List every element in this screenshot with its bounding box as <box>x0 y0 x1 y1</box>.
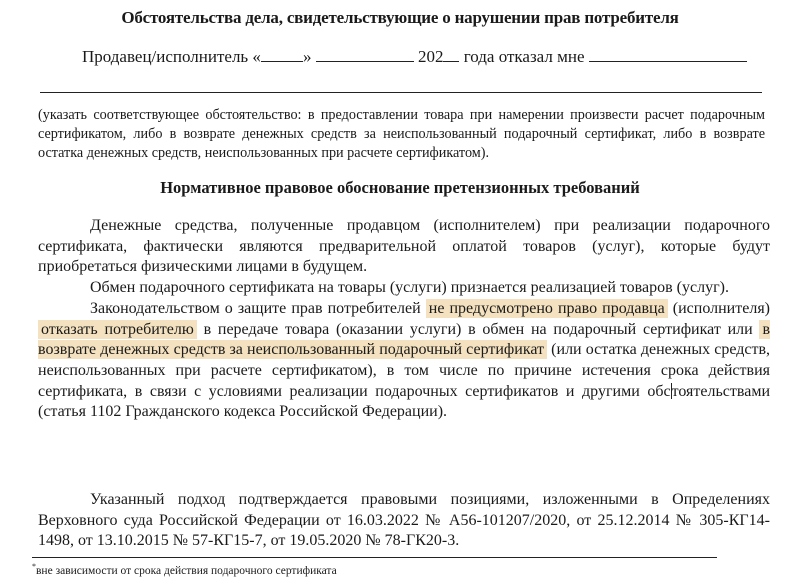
fill-year-prefix: 202 <box>417 47 444 66</box>
text-segment: в передаче товара (оказании услуги) в обмен на подарочный сертификат или <box>196 320 760 338</box>
footnote <box>32 562 337 577</box>
paragraph-legislation <box>38 299 770 423</box>
footnote-marker: * <box>32 562 36 571</box>
fill-in-line <box>82 46 747 67</box>
refusal-blank[interactable] <box>589 46 747 62</box>
legal-basis-body <box>38 216 770 423</box>
section-title-legal-basis: Нормативное правовое обоснование претензионных требований <box>160 178 640 197</box>
highlight-refuse-consumer: отказать потребителю <box>38 320 197 339</box>
text-segment: Законодательством о защите прав потребителей <box>90 299 426 317</box>
highlight-refund-certificate: в возврате денежных средств за неиспользованный подарочный сертификат <box>38 320 770 359</box>
footnote-divider <box>32 557 717 558</box>
blank-line-divider <box>40 92 762 93</box>
highlight-no-right: не предусмотрено право продавца <box>426 299 668 318</box>
paragraph-court-positions: Указанный подход подтверждается правовыми позициями, изложенными в Определениях Верховного суда Российской Федерации от 16.03.2022 № А56-101207/2020, от 25.12.2014 № 305-КГ14-1498, от 13.10.2015 № 57-КГ15-7, от 19.05.2020 № 78-ГК20-3. <box>38 491 770 550</box>
text-segment: (исполнителя) <box>667 299 771 317</box>
fill-suffix: года отказал мне <box>463 47 585 66</box>
court-positions-body <box>38 490 770 552</box>
text-segment: тоятельствами (статья 1102 Гражданского кодекса Российской Федерации). <box>38 382 770 421</box>
fill-day-close: » <box>302 47 312 66</box>
fill-prefix: Продавец/исполнитель « <box>82 47 261 66</box>
paragraph-prepayment: Денежные средства, полученные продавцом (исполнителем) при реализации подарочного сертификата, фактически являются предварительной оплатой товаров (услуг), которые будут приобретаться физическими лицами в будущем. <box>38 217 770 276</box>
month-blank[interactable] <box>316 46 414 62</box>
year-blank[interactable] <box>443 46 459 62</box>
day-blank[interactable] <box>261 46 303 62</box>
paragraph-exchange: Обмен подарочного сертификата на товары (услуги) признается реализацией товаров (услуг). <box>90 279 729 297</box>
instruction-hint: (указать соответствующее обстоятельство: в предоставлении товара при намерении произвести расчет подарочным сертификатом, либо в возврате денежных средств за неиспользованный подарочный сертификат, либо в возврате остатка денежных средств, неиспользованных при расчете сертификатом). <box>38 107 765 161</box>
section-title-circumstances: Обстоятельства дела, свидетельствующие о нарушении прав потребителя <box>121 8 679 27</box>
footnote-text: вне зависимости от срока действия подарочного сертификата <box>36 564 337 577</box>
text-segment: (или остатка денежных средств, неиспользованных при расчете сертификатом), в том числе по причине истечения срока действия сертификата, в связи с условиями реализации подарочных сертификатов и другими обс <box>38 341 770 400</box>
